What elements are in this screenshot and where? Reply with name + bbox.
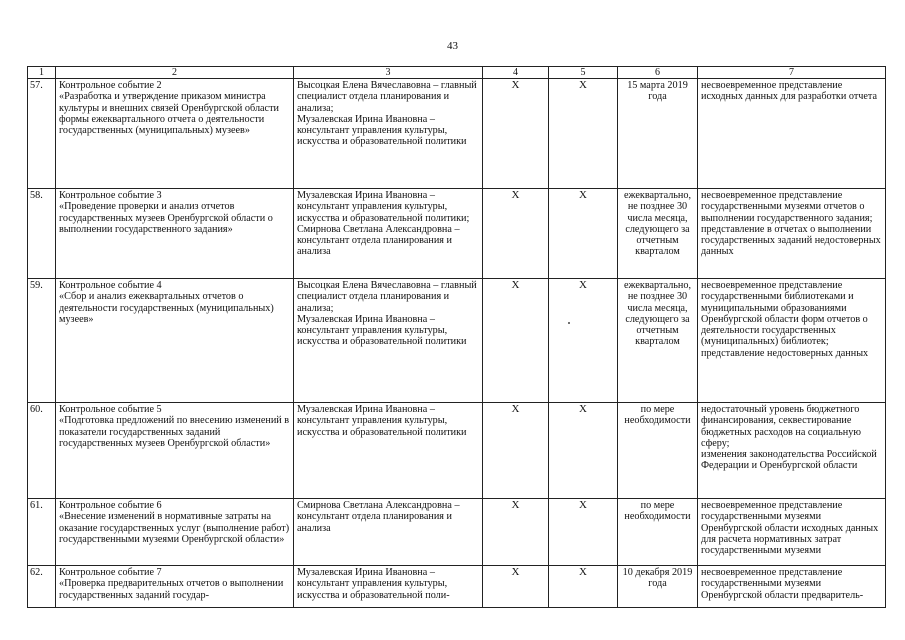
event-cell: Контрольное событие 5 «Подготовка предложений по внесению изменений в показатели государственных заданий государственных музеев Оренбургской области»: [56, 403, 294, 499]
risk-cell: недостаточный уровень бюджетного финансирования, секвестирование бюджетных расходов на социальную сферу; изменения законодательства Российской Федерации и Оренбургской области: [698, 403, 886, 499]
control-events-table: [27, 66, 886, 608]
column-4-cell: X: [483, 189, 549, 279]
header-cell-7: 7: [698, 67, 886, 79]
event-cell: Контрольное событие 4 «Сбор и анализ ежеквартальных отчетов о деятельности государственных (муниципальных) музеев»: [56, 279, 294, 403]
row-number: 58.: [28, 189, 56, 279]
deadline-cell: по мере необходимости: [618, 499, 698, 566]
column-4-cell: X: [483, 566, 549, 608]
deadline-cell: 15 марта 2019 года: [618, 79, 698, 189]
column-4-cell: X: [483, 279, 549, 403]
responsible-cell: Музалевская Ирина Ивановна – консультант управления культуры, искусства и образовательной политики: [294, 403, 483, 499]
column-5-cell: X: [549, 566, 618, 608]
column-5-cell: X: [549, 279, 618, 403]
column-4-cell: X: [483, 499, 549, 566]
column-5-cell: X: [549, 403, 618, 499]
table-row: [28, 499, 886, 566]
risk-cell: несвоевременное представление исходных данных для разработки отчета: [698, 79, 886, 189]
header-row: [28, 67, 886, 79]
scan-speck: [568, 322, 570, 324]
header-cell-2: 2: [56, 67, 294, 79]
row-number: 62.: [28, 566, 56, 608]
table-row: [28, 79, 886, 189]
risk-cell: несвоевременное представление государственными библиотеками и муниципальными образованиями Оренбургской области форм отчетов о деятельности государственных (муниципальных) библиотек; представление недостоверных данных: [698, 279, 886, 403]
event-cell: Контрольное событие 6 «Внесение изменений в нормативные затраты на оказание государственных услуг (выполнение работ) государственными музеями Оренбургской области»: [56, 499, 294, 566]
responsible-cell: Высоцкая Елена Вячеславовна – главный специалист отдела планирования и анализа; Музалевская Ирина Ивановна – консультант управления культуры, искусства и образовательной политики: [294, 79, 483, 189]
responsible-cell: Смирнова Светлана Александровна – консультант отдела планирования и анализа: [294, 499, 483, 566]
row-number: 61.: [28, 499, 56, 566]
deadline-cell: ежеквартально, не позднее 30 числа месяца, следующего за отчетным кварталом: [618, 279, 698, 403]
risk-cell: несвоевременное представление государственными музеями Оренбургской области исходных данных для расчета нормативных затрат государственными музеями: [698, 499, 886, 566]
header-cell-6: 6: [618, 67, 698, 79]
deadline-cell: ежеквартально, не позднее 30 числа месяца, следующего за отчетным кварталом: [618, 189, 698, 279]
column-4-cell: X: [483, 403, 549, 499]
event-cell: Контрольное событие 7 «Проверка предварительных отчетов о выполнении государственных заданий государ-: [56, 566, 294, 608]
table-row: [28, 189, 886, 279]
table-row: [28, 566, 886, 608]
responsible-cell: Высоцкая Елена Вячеславовна – главный специалист отдела планирования и анализа; Музалевская Ирина Ивановна – консультант управления культуры, искусства и образовательной политики: [294, 279, 483, 403]
table-row: [28, 279, 886, 403]
page-number: 43: [447, 40, 458, 52]
event-cell: Контрольное событие 2 «Разработка и утверждение приказом министра культуры и внешних связей Оренбургской области формы ежеквартального отчета о деятельности государственных (муниципальных) музеев»: [56, 79, 294, 189]
responsible-cell: Музалевская Ирина Ивановна – консультант управления культуры, искусства и образовательной поли-: [294, 566, 483, 608]
header-cell-5: 5: [549, 67, 618, 79]
header-cell-4: 4: [483, 67, 549, 79]
header-cell-3: 3: [294, 67, 483, 79]
column-4-cell: X: [483, 79, 549, 189]
risk-cell: несвоевременное представление государственными музеями отчетов о выполнении государственного задания; представление в отчетах о выполнении государственных заданий недостоверных данных: [698, 189, 886, 279]
responsible-cell: Музалевская Ирина Ивановна – консультант управления культуры, искусства и образовательной политики; Смирнова Светлана Александровна – консультант отдела планирования и анализа: [294, 189, 483, 279]
deadline-cell: 10 декабря 2019 года: [618, 566, 698, 608]
table-row: [28, 403, 886, 499]
deadline-cell: по мере необходимости: [618, 403, 698, 499]
column-5-cell: X: [549, 499, 618, 566]
row-number: 60.: [28, 403, 56, 499]
risk-cell: несвоевременное представление государственными музеями Оренбургской области предваритель-: [698, 566, 886, 608]
header-cell-1: 1: [28, 67, 56, 79]
row-number: 59.: [28, 279, 56, 403]
column-5-cell: X: [549, 79, 618, 189]
event-cell: Контрольное событие 3 «Проведение проверки и анализ отчетов государственных музеев Оренбургской области о выполнении государственного задания»: [56, 189, 294, 279]
column-5-cell: X: [549, 189, 618, 279]
row-number: 57.: [28, 79, 56, 189]
